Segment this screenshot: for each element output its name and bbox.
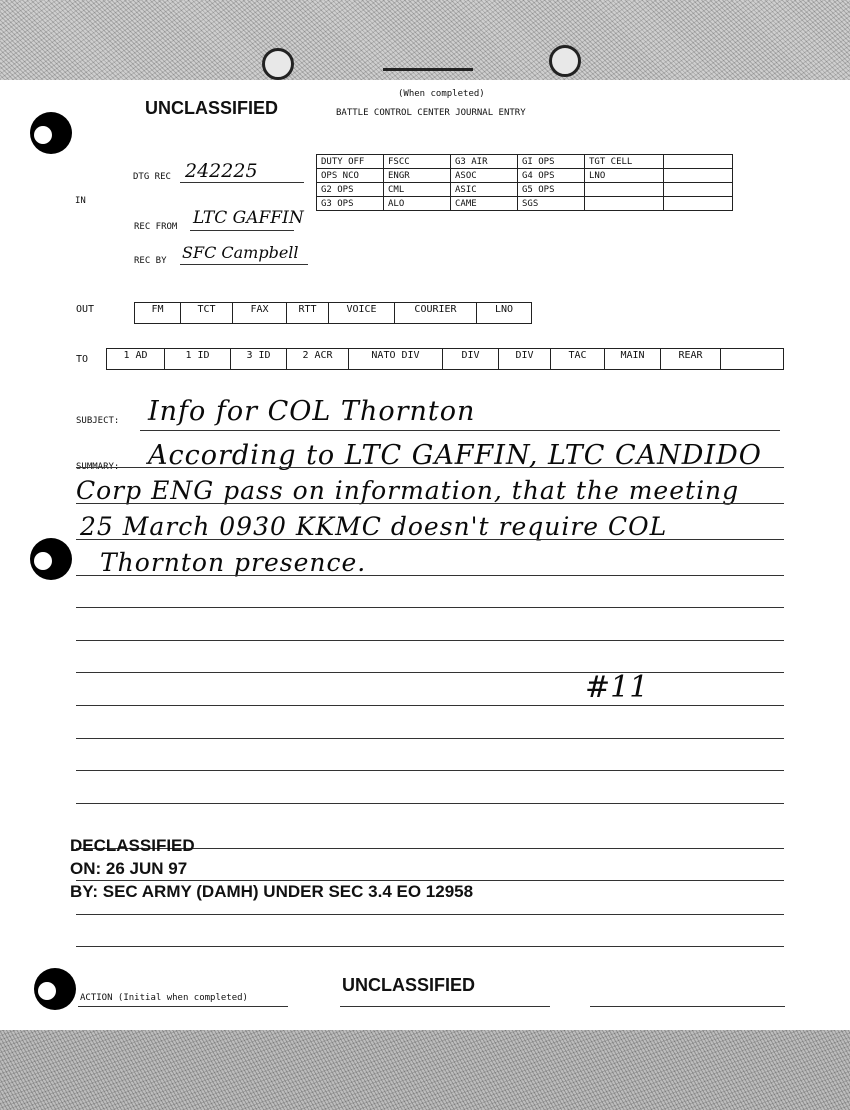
out-option[interactable]: VOICE <box>328 302 394 324</box>
action-line-2 <box>340 1006 550 1007</box>
out-options <box>134 302 532 324</box>
dtg-underline <box>180 182 304 183</box>
out-option[interactable]: LNO <box>476 302 532 324</box>
routing-cell[interactable]: G3 AIR <box>451 155 518 169</box>
routing-cell[interactable] <box>585 197 664 211</box>
classification-top: UNCLASSIFIED <box>145 98 279 118</box>
out-option[interactable]: COURIER <box>394 302 476 324</box>
ruled-line <box>76 803 784 804</box>
routing-row <box>317 169 733 183</box>
ruled-line <box>76 880 784 881</box>
routing-cell[interactable]: TGT CELL <box>585 155 664 169</box>
ruled-line <box>76 503 784 504</box>
routing-cell[interactable]: ALO <box>384 197 451 211</box>
to-option[interactable]: MAIN <box>604 348 660 370</box>
to-option[interactable]: TAC <box>550 348 604 370</box>
routing-cell[interactable]: G3 OPS <box>317 197 384 211</box>
rec-from-underline <box>190 230 294 231</box>
dtg-label: DTG REC <box>133 172 171 182</box>
routing-row <box>317 183 733 197</box>
routing-cell[interactable]: G4 OPS <box>518 169 585 183</box>
rec-from-label: REC FROM <box>134 222 178 232</box>
binder-ring-icon <box>262 48 294 80</box>
ruled-line <box>76 705 784 706</box>
to-option[interactable] <box>720 348 784 370</box>
declassified-line-2: ON: 26 JUN 97 <box>70 859 188 878</box>
routing-row <box>317 155 733 169</box>
routing-cell[interactable]: SGS <box>518 197 585 211</box>
ruled-line <box>76 640 784 641</box>
punch-hole-icon <box>30 538 72 580</box>
routing-row <box>317 197 733 211</box>
action-label: ACTION (Initial when completed) <box>80 993 248 1003</box>
ruled-line <box>76 607 784 608</box>
subject-underline <box>140 430 780 431</box>
routing-grid <box>316 154 733 211</box>
out-option[interactable]: FAX <box>232 302 286 324</box>
header-rule <box>383 68 473 71</box>
routing-cell[interactable]: GI OPS <box>518 155 585 169</box>
ruled-line <box>76 946 784 947</box>
to-option[interactable]: REAR <box>660 348 720 370</box>
to-label: TO <box>76 354 89 365</box>
routing-cell[interactable]: ASIC <box>451 183 518 197</box>
ruled-line <box>76 467 784 468</box>
routing-cell[interactable] <box>664 155 733 169</box>
routing-cell[interactable]: CML <box>384 183 451 197</box>
summary-line-3: 25 March 0930 KKMC doesn't require COL <box>80 512 668 541</box>
to-options <box>106 348 784 370</box>
rec-by-value: SFC Campbell <box>182 243 299 262</box>
declassified-line-1: DECLASSIFIED <box>70 836 195 855</box>
in-label: IN <box>75 196 86 206</box>
summary-line-4: Thornton presence. <box>100 548 367 577</box>
routing-cell[interactable]: G2 OPS <box>317 183 384 197</box>
summary-mark: #11 <box>585 670 649 705</box>
to-option[interactable]: NATO DIV <box>348 348 442 370</box>
ruled-line <box>76 770 784 771</box>
routing-cell[interactable]: ASOC <box>451 169 518 183</box>
to-option[interactable]: DIV <box>442 348 498 370</box>
ruled-line <box>76 672 784 673</box>
routing-cell[interactable] <box>664 183 733 197</box>
routing-cell[interactable] <box>664 197 733 211</box>
summary-label: SUMMARY: <box>76 462 120 472</box>
out-option[interactable]: FM <box>134 302 180 324</box>
routing-cell[interactable]: ENGR <box>384 169 451 183</box>
routing-cell[interactable]: G5 OPS <box>518 183 585 197</box>
out-label: OUT <box>76 304 95 315</box>
routing-cell[interactable]: DUTY OFF <box>317 155 384 169</box>
routing-cell[interactable]: FSCC <box>384 155 451 169</box>
subject-value: Info for COL Thornton <box>148 396 476 427</box>
to-option[interactable]: 3 ID <box>230 348 286 370</box>
ruled-line <box>76 914 784 915</box>
to-option[interactable]: DIV <box>498 348 550 370</box>
when-completed-note: (When completed) <box>398 89 485 99</box>
summary-line-2: Corp ENG pass on information, that the meeting <box>76 476 740 505</box>
to-option[interactable]: 2 ACR <box>286 348 348 370</box>
routing-cell[interactable]: LNO <box>585 169 664 183</box>
out-option[interactable]: TCT <box>180 302 232 324</box>
ruled-line <box>76 575 784 576</box>
ruled-line <box>76 539 784 540</box>
dtg-value: 242225 <box>185 160 258 182</box>
out-option[interactable]: RTT <box>286 302 328 324</box>
binder-ring-icon <box>549 45 581 77</box>
ruled-line <box>76 738 784 739</box>
routing-cell[interactable] <box>664 169 733 183</box>
rec-by-underline <box>180 264 308 265</box>
summary-line-1: According to LTC GAFFIN, LTC CANDIDO <box>148 440 762 471</box>
routing-cell[interactable]: CAME <box>451 197 518 211</box>
action-line-1 <box>78 1006 288 1007</box>
declassified-line-3: BY: SEC ARMY (DAMH) UNDER SEC 3.4 EO 12958 <box>70 882 474 901</box>
subject-label: SUBJECT: <box>76 416 120 426</box>
action-line-3 <box>590 1006 785 1007</box>
punch-hole-icon <box>30 112 72 154</box>
to-option[interactable]: 1 ID <box>164 348 230 370</box>
routing-cell[interactable]: OPS NCO <box>317 169 384 183</box>
to-option[interactable]: 1 AD <box>106 348 164 370</box>
punch-hole-icon <box>34 968 76 1010</box>
rec-by-label: REC BY <box>134 256 167 266</box>
scan-noise-bottom <box>0 1030 850 1110</box>
rec-from-value: LTC GAFFIN <box>193 208 304 228</box>
form-title: BATTLE CONTROL CENTER JOURNAL ENTRY <box>336 108 526 118</box>
routing-cell[interactable] <box>585 183 664 197</box>
classification-bottom: UNCLASSIFIED <box>342 975 476 995</box>
